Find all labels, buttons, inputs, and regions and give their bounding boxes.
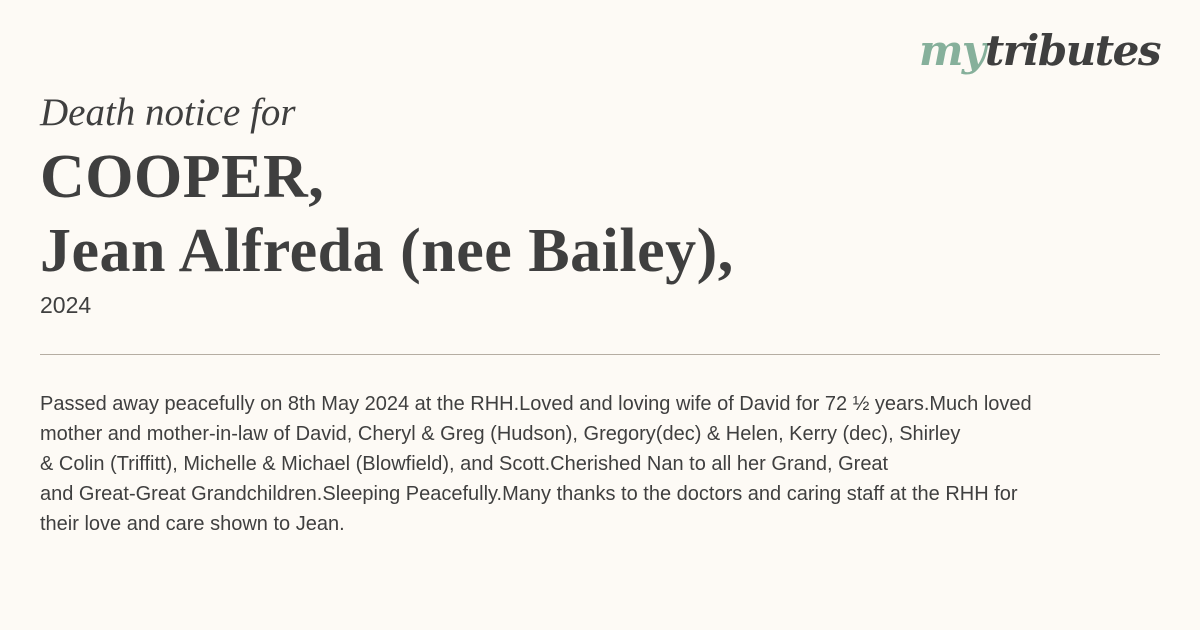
deceased-name bbox=[40, 140, 734, 288]
logo-tributes: tributes bbox=[984, 26, 1160, 75]
name-surname: COOPER, bbox=[40, 143, 325, 211]
divider bbox=[40, 354, 1160, 355]
notice-line: and Great-Great Grandchildren.Sleeping Peacefully.Many thanks to the doctors and caring staff at the RHH for bbox=[40, 483, 1018, 505]
notice-year: 2024 bbox=[40, 292, 92, 318]
notice-line: their love and care shown to Jean. bbox=[40, 513, 345, 535]
notice-text bbox=[40, 389, 1165, 539]
death-notice-label: Death notice for bbox=[40, 91, 296, 134]
name-given: Jean Alfreda (nee Bailey), bbox=[40, 217, 734, 285]
notice-line: Passed away peacefully on 8th May 2024 at the RHH.Loved and loving wife of David for 72 ½ years.Much loved bbox=[40, 393, 1032, 415]
mytributes-logo[interactable] bbox=[918, 26, 1160, 75]
notice-line: mother and mother-in-law of David, Cheryl & Greg (Hudson), Gregory(dec) & Helen, Kerry (dec), Shirley bbox=[40, 423, 961, 445]
notice-line: & Colin (Triffitt), Michelle & Michael (Blowfield), and Scott.Cherished Nan to all her Grand, Great bbox=[40, 453, 889, 475]
logo-my: my bbox=[918, 26, 985, 75]
